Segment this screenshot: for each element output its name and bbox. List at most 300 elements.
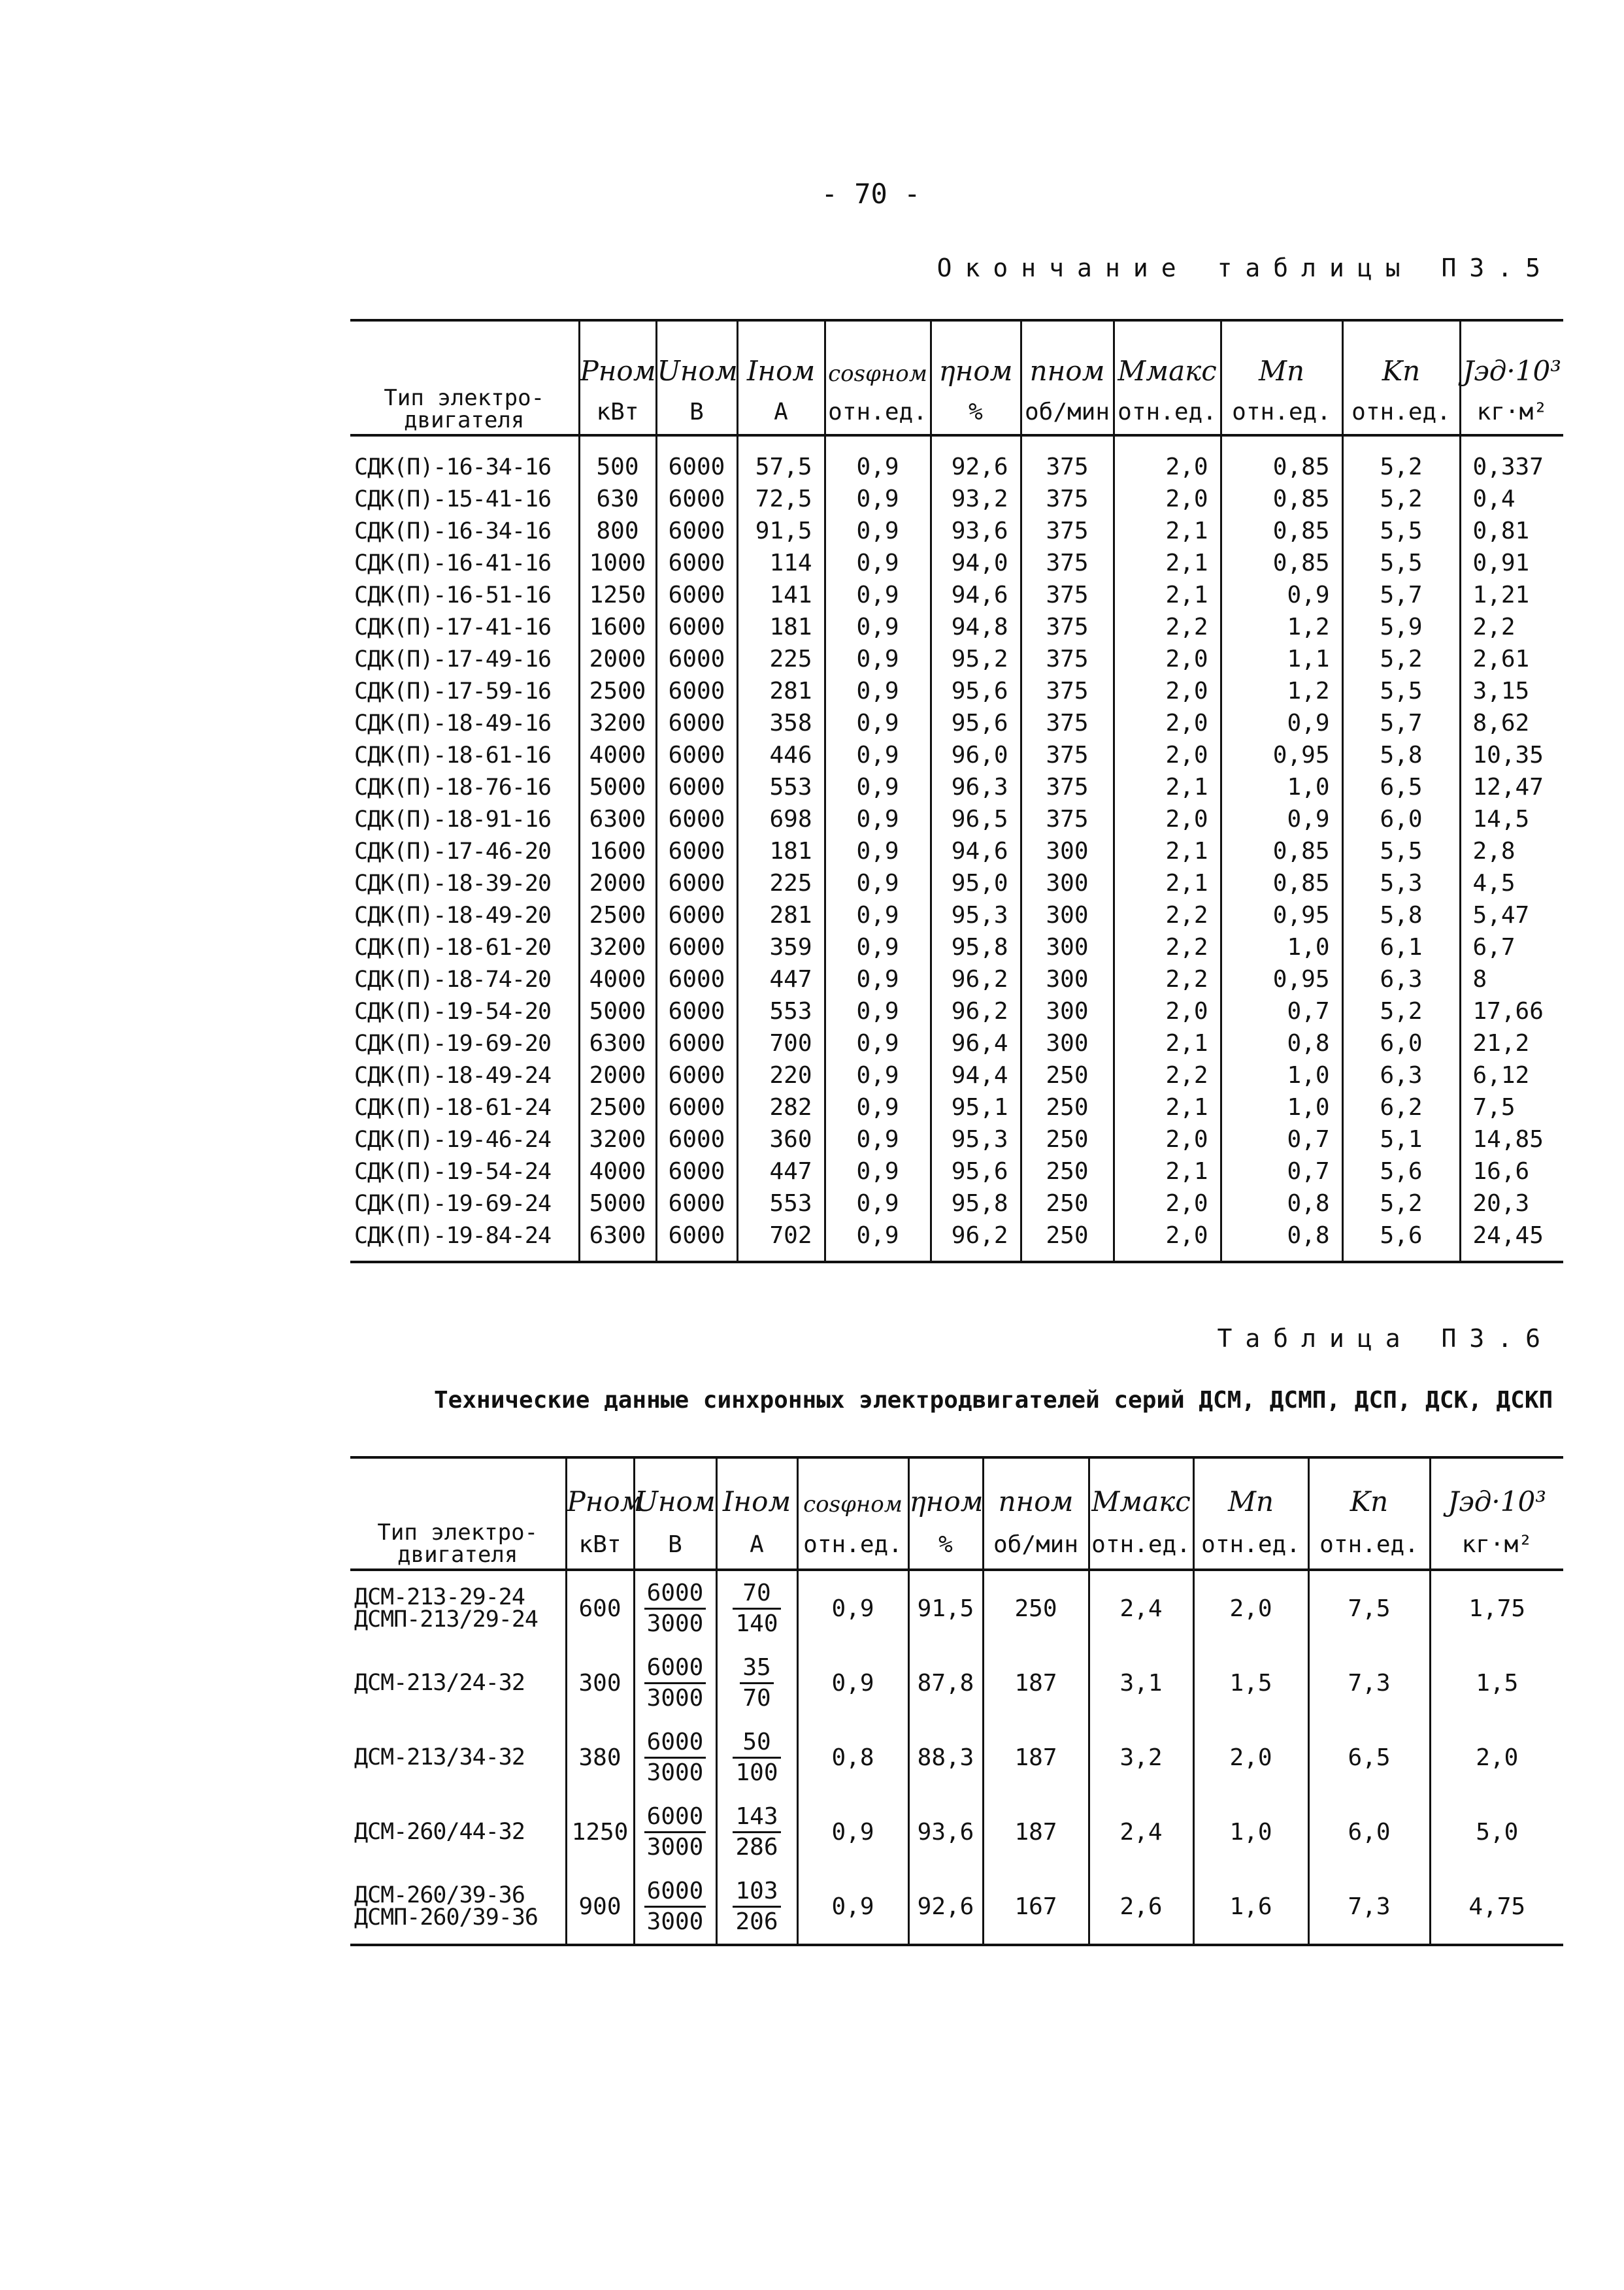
cell-mp: 1,5: [1193, 1646, 1308, 1720]
cell-eta: 96,0: [931, 739, 1021, 771]
cell-i: 281: [737, 675, 825, 707]
unit-u: В: [656, 390, 737, 435]
cell-cos: 0,9: [825, 803, 931, 835]
cell-p: 500: [579, 435, 656, 483]
cell-i: 553: [737, 771, 825, 803]
cell-cos: 0,9: [825, 1155, 931, 1187]
cell-mmax: 2,0: [1114, 1220, 1221, 1262]
header-i: Iном: [737, 320, 825, 390]
cell-u: 6000: [656, 515, 737, 547]
cell-p: 630: [579, 483, 656, 515]
t2-unit-u: В: [634, 1520, 716, 1570]
cell-u: [634, 1646, 716, 1720]
cell-mmax: 2,1: [1114, 1155, 1221, 1187]
cell-kp: 6,0: [1308, 1795, 1430, 1869]
cell-mmax: 2,1: [1114, 515, 1221, 547]
cell-p: 3200: [579, 1123, 656, 1155]
cell-i: 281: [737, 899, 825, 931]
cell-kp: 6,3: [1342, 1059, 1460, 1091]
cell-j: 14,85: [1460, 1123, 1563, 1155]
cell-i: 220: [737, 1059, 825, 1091]
t2-header-eta: ηном: [908, 1457, 983, 1520]
cell-kp: 5,2: [1342, 643, 1460, 675]
unit-n: об/мин: [1021, 390, 1114, 435]
table-row: [350, 547, 1563, 579]
table-row: [350, 1155, 1563, 1187]
cell-u: [634, 1570, 716, 1646]
cell-mp: 1,2: [1221, 675, 1342, 707]
cell-i: 225: [737, 643, 825, 675]
table-row: [350, 835, 1563, 867]
cell-u: 6000: [656, 707, 737, 739]
cell-eta: 87,8: [908, 1646, 983, 1720]
cell-type: СДК(П)-16-41-16: [354, 550, 552, 576]
cell-mp: 0,8: [1221, 1187, 1342, 1220]
cell-mmax: 3,1: [1089, 1646, 1193, 1720]
t2-header-mmax: Mмакс: [1089, 1457, 1193, 1520]
cell-mp: 1,0: [1221, 931, 1342, 963]
t2-header-mp: Mп: [1193, 1457, 1308, 1520]
cell-cos: 0,9: [825, 963, 931, 995]
cell-eta: 95,1: [931, 1091, 1021, 1123]
table-row: [350, 643, 1563, 675]
cell-eta: 96,4: [931, 1027, 1021, 1059]
table-row: [350, 1795, 1563, 1869]
cell-cos: 0,9: [825, 771, 931, 803]
cell-i: 181: [737, 835, 825, 867]
cell-mp: 0,85: [1221, 547, 1342, 579]
cell-mmax: 2,0: [1114, 995, 1221, 1027]
cell-eta: 96,3: [931, 771, 1021, 803]
cell-i: 447: [737, 963, 825, 995]
cell-j: 1,21: [1460, 579, 1563, 611]
cell-n: 250: [1021, 1059, 1114, 1091]
t2-unit-j: кг·м²: [1430, 1520, 1563, 1570]
unit-kp: отн.ед.: [1342, 390, 1460, 435]
cell-p: 1600: [579, 835, 656, 867]
cell-mp: 0,95: [1221, 739, 1342, 771]
cell-mp: 1,0: [1221, 771, 1342, 803]
cell-j: 10,35: [1460, 739, 1563, 771]
cell-mmax: 2,2: [1114, 611, 1221, 643]
cell-i: 181: [737, 611, 825, 643]
cell-mp: 0,85: [1221, 867, 1342, 899]
cell-type: [350, 1720, 566, 1795]
cell-type: СДК(П)-19-46-24: [354, 1126, 552, 1153]
cell-u: 6000: [656, 579, 737, 611]
cell-p: 5000: [579, 771, 656, 803]
cell-mmax: 2,0: [1114, 483, 1221, 515]
cell-kp: 5,1: [1342, 1123, 1460, 1155]
cell-i: 698: [737, 803, 825, 835]
cell-mp: 1,0: [1221, 1059, 1342, 1091]
cell-u: 6000: [656, 547, 737, 579]
cell-p: 1250: [566, 1795, 634, 1869]
cell-p: 1600: [579, 611, 656, 643]
cell-mmax: 2,1: [1114, 1091, 1221, 1123]
cell-cos: 0,9: [797, 1570, 908, 1646]
cell-i: 553: [737, 995, 825, 1027]
table-row: [350, 771, 1563, 803]
cell-i: 446: [737, 739, 825, 771]
cell-type: СДК(П)-16-51-16: [354, 582, 552, 608]
cell-i: 702: [737, 1220, 825, 1262]
cell-j: 5,47: [1460, 899, 1563, 931]
voltage-denominator: 3000: [646, 1908, 704, 1935]
cell-eta: 96,5: [931, 803, 1021, 835]
cell-p: 1250: [579, 579, 656, 611]
t2-header-type: Тип электро-двигателя: [350, 1457, 566, 1570]
t2-unit-mp: отн.ед.: [1193, 1520, 1308, 1570]
cell-eta: 95,6: [931, 675, 1021, 707]
cell-mmax: 2,0: [1114, 739, 1221, 771]
cell-p: 300: [566, 1646, 634, 1720]
voltage-numerator: 6000: [644, 1653, 706, 1684]
cell-n: 300: [1021, 931, 1114, 963]
t2-unit-mmax: отн.ед.: [1089, 1520, 1193, 1570]
cell-n: 187: [983, 1795, 1089, 1869]
type-line-2: ДСМП-260/39-36: [354, 1904, 539, 1931]
current-fraction: [740, 1653, 773, 1713]
cell-n: 375: [1021, 547, 1114, 579]
header-u: Uном: [656, 320, 737, 390]
unit-eta: %: [931, 390, 1021, 435]
table-row: [350, 1187, 1563, 1220]
header-j: Jэд·10³: [1460, 320, 1563, 390]
cell-cos: 0,9: [797, 1646, 908, 1720]
cell-u: 6000: [656, 771, 737, 803]
cell-mmax: 2,2: [1114, 1059, 1221, 1091]
cell-eta: 94,4: [931, 1059, 1021, 1091]
cell-mp: 0,9: [1221, 707, 1342, 739]
cell-eta: 94,8: [931, 611, 1021, 643]
type-line-1: ДСМ-213/34-32: [354, 1744, 525, 1770]
cell-n: 375: [1021, 739, 1114, 771]
cell-u: [634, 1795, 716, 1869]
cell-n: 375: [1021, 483, 1114, 515]
cell-n: 375: [1021, 803, 1114, 835]
cell-eta: 91,5: [908, 1570, 983, 1646]
cell-kp: 5,9: [1342, 611, 1460, 643]
current-fraction: [733, 1728, 780, 1787]
cell-n: 187: [983, 1646, 1089, 1720]
cell-j: 6,7: [1460, 931, 1563, 963]
cell-eta: 93,6: [931, 515, 1021, 547]
cell-type: СДК(П)-16-34-16: [354, 518, 552, 544]
table-row: [350, 1720, 1563, 1795]
cell-u: 6000: [656, 835, 737, 867]
cell-j: 2,61: [1460, 643, 1563, 675]
table-row: [350, 1646, 1563, 1720]
cell-mmax: 2,2: [1114, 899, 1221, 931]
t2-header-u: Uном: [634, 1457, 716, 1520]
cell-p: 380: [566, 1720, 634, 1795]
cell-u: 6000: [656, 483, 737, 515]
cell-eta: 88,3: [908, 1720, 983, 1795]
cell-u: 6000: [656, 739, 737, 771]
unit-j: кг·м²: [1460, 390, 1563, 435]
cell-kp: 5,3: [1342, 867, 1460, 899]
cell-kp: 5,5: [1342, 515, 1460, 547]
header-type: Тип электро-двигателя: [350, 320, 579, 435]
cell-j: 0,337: [1460, 435, 1563, 483]
cell-n: 250: [983, 1570, 1089, 1646]
cell-mmax: 2,1: [1114, 771, 1221, 803]
cell-mmax: 2,1: [1114, 579, 1221, 611]
cell-u: 6000: [656, 1123, 737, 1155]
cell-kp: 7,3: [1308, 1869, 1430, 1945]
cell-p: 900: [566, 1869, 634, 1945]
cell-n: 250: [1021, 1123, 1114, 1155]
cell-kp: 5,8: [1342, 899, 1460, 931]
cell-eta: 94,6: [931, 579, 1021, 611]
cell-j: 24,45: [1460, 1220, 1563, 1262]
cell-n: 375: [1021, 515, 1114, 547]
cell-cos: 0,9: [825, 547, 931, 579]
cell-type: СДК(П)-18-49-16: [354, 710, 552, 737]
table-row: [350, 1123, 1563, 1155]
table1-caption: Окончание таблицы П3.5: [936, 254, 1553, 282]
cell-eta: 92,6: [908, 1869, 983, 1945]
cell-eta: 95,8: [931, 1187, 1021, 1220]
header-p: Pном: [579, 320, 656, 390]
cell-cos: 0,9: [825, 643, 931, 675]
cell-p: 800: [579, 515, 656, 547]
cell-cos: 0,9: [825, 931, 931, 963]
table2: [350, 1456, 1563, 1946]
cell-u: 6000: [656, 1059, 737, 1091]
cell-type: СДК(П)-19-69-24: [354, 1190, 552, 1217]
cell-n: 300: [1021, 995, 1114, 1027]
table2-subtitle: Технические данные синхронных электродвигателей серий ДСМ, ДСМП, ДСП, ДСК, ДСКП: [434, 1387, 1553, 1414]
cell-i: 700: [737, 1027, 825, 1059]
cell-mp: 0,85: [1221, 435, 1342, 483]
table-row: [350, 515, 1563, 547]
unit-mp: отн.ед.: [1221, 390, 1342, 435]
cell-cos: 0,9: [825, 899, 931, 931]
cell-j: 0,91: [1460, 547, 1563, 579]
cell-j: 17,66: [1460, 995, 1563, 1027]
header-cos: cosφном: [825, 320, 931, 390]
cell-j: 8: [1460, 963, 1563, 995]
unit-i: А: [737, 390, 825, 435]
cell-n: 300: [1021, 899, 1114, 931]
table-row: [350, 1059, 1563, 1091]
voltage-denominator: 3000: [646, 1610, 704, 1637]
cell-p: 2000: [579, 643, 656, 675]
cell-mmax: 2,2: [1114, 963, 1221, 995]
table-row: [350, 995, 1563, 1027]
cell-u: 6000: [656, 643, 737, 675]
cell-kp: 5,7: [1342, 707, 1460, 739]
cell-eta: 95,3: [931, 1123, 1021, 1155]
header-kp: Kп: [1342, 320, 1460, 390]
cell-mmax: 2,1: [1114, 867, 1221, 899]
type-line-1: ДСМ-213-29-24: [354, 1584, 525, 1610]
voltage-numerator: 6000: [644, 1579, 706, 1610]
cell-i: 72,5: [737, 483, 825, 515]
cell-type: СДК(П)-19-54-20: [354, 998, 552, 1025]
cell-eta: 96,2: [931, 1220, 1021, 1262]
cell-kp: 5,2: [1342, 483, 1460, 515]
cell-j: 7,5: [1460, 1091, 1563, 1123]
cell-j: 4,5: [1460, 867, 1563, 899]
cell-i: 358: [737, 707, 825, 739]
table-row: [350, 1570, 1563, 1646]
t2-header-j: Jэд·10³: [1430, 1457, 1563, 1520]
cell-cos: 0,9: [825, 1027, 931, 1059]
cell-type: СДК(П)-18-74-20: [354, 966, 552, 993]
voltage-fraction: [644, 1877, 706, 1936]
cell-mp: 1,2: [1221, 611, 1342, 643]
cell-mp: 0,7: [1221, 1123, 1342, 1155]
cell-kp: 5,2: [1342, 995, 1460, 1027]
cell-type: СДК(П)-15-41-16: [354, 486, 552, 512]
cell-kp: 5,5: [1342, 547, 1460, 579]
current-fraction: [733, 1802, 780, 1862]
cell-type: СДК(П)-18-61-16: [354, 742, 552, 769]
cell-type: СДК(П)-17-49-16: [354, 646, 552, 672]
cell-n: 375: [1021, 579, 1114, 611]
current-numerator: 35: [740, 1653, 773, 1684]
cell-j: 20,3: [1460, 1187, 1563, 1220]
cell-n: 375: [1021, 611, 1114, 643]
table-row: [350, 435, 1563, 483]
cell-mmax: 2,1: [1114, 835, 1221, 867]
cell-cos: 0,9: [825, 483, 931, 515]
cell-n: 375: [1021, 435, 1114, 483]
table-row: [350, 579, 1563, 611]
cell-mmax: 3,2: [1089, 1720, 1193, 1795]
table-row: [350, 931, 1563, 963]
cell-n: 375: [1021, 643, 1114, 675]
cell-eta: 95,0: [931, 867, 1021, 899]
cell-type: СДК(П)-18-39-20: [354, 870, 552, 897]
cell-cos: 0,9: [825, 611, 931, 643]
cell-j: 21,2: [1460, 1027, 1563, 1059]
cell-mmax: 2,0: [1114, 435, 1221, 483]
cell-i: [716, 1720, 797, 1795]
t2-header-i: Iном: [716, 1457, 797, 1520]
cell-mp: 0,7: [1221, 995, 1342, 1027]
cell-mmax: 2,0: [1114, 675, 1221, 707]
cell-cos: 0,9: [797, 1795, 908, 1869]
t2-header-p: Pном: [566, 1457, 634, 1520]
voltage-fraction: [644, 1802, 706, 1862]
cell-i: 114: [737, 547, 825, 579]
t2-header-n: nном: [983, 1457, 1089, 1520]
voltage-numerator: 6000: [644, 1877, 706, 1908]
cell-n: 300: [1021, 835, 1114, 867]
voltage-denominator: 3000: [646, 1684, 704, 1712]
cell-j: 4,75: [1430, 1869, 1563, 1945]
cell-kp: 5,2: [1342, 435, 1460, 483]
cell-i: 359: [737, 931, 825, 963]
cell-j: 2,8: [1460, 835, 1563, 867]
cell-eta: 96,2: [931, 963, 1021, 995]
cell-j: 16,6: [1460, 1155, 1563, 1187]
table1: [350, 319, 1563, 1263]
cell-u: 6000: [656, 803, 737, 835]
cell-kp: 5,5: [1342, 835, 1460, 867]
cell-u: 6000: [656, 867, 737, 899]
cell-j: 14,5: [1460, 803, 1563, 835]
cell-p: 4000: [579, 1155, 656, 1187]
voltage-denominator: 3000: [646, 1759, 704, 1786]
type-line-2: ДСМП-213/29-24: [354, 1606, 539, 1633]
cell-type: СДК(П)-18-49-24: [354, 1062, 552, 1089]
cell-n: 250: [1021, 1220, 1114, 1262]
cell-u: 6000: [656, 675, 737, 707]
table-row: [350, 483, 1563, 515]
cell-type: СДК(П)-19-69-20: [354, 1030, 552, 1057]
table-row: [350, 611, 1563, 643]
cell-j: 8,62: [1460, 707, 1563, 739]
cell-u: [634, 1869, 716, 1945]
cell-kp: 5,8: [1342, 739, 1460, 771]
current-denominator: 206: [735, 1908, 778, 1935]
cell-j: 1,5: [1430, 1646, 1563, 1720]
cell-p: 6300: [579, 1027, 656, 1059]
cell-mmax: 2,0: [1114, 1123, 1221, 1155]
cell-u: 6000: [656, 1091, 737, 1123]
cell-mp: 2,0: [1193, 1720, 1308, 1795]
current-fraction: [733, 1579, 780, 1638]
t2-unit-n: об/мин: [983, 1520, 1089, 1570]
page-number: - 70 -: [821, 178, 921, 210]
cell-n: 250: [1021, 1187, 1114, 1220]
cell-u: 6000: [656, 899, 737, 931]
cell-i: 553: [737, 1187, 825, 1220]
cell-mp: 2,0: [1193, 1570, 1308, 1646]
cell-eta: 95,2: [931, 643, 1021, 675]
current-denominator: 140: [735, 1610, 778, 1637]
cell-j: 6,12: [1460, 1059, 1563, 1091]
t2-header-cos: cosφном: [797, 1457, 908, 1520]
unit-mmax: отн.ед.: [1114, 390, 1221, 435]
table-row: [350, 803, 1563, 835]
cell-i: [716, 1869, 797, 1945]
cell-mmax: 2,4: [1089, 1570, 1193, 1646]
header-mp: Mп: [1221, 320, 1342, 390]
cell-kp: 6,3: [1342, 963, 1460, 995]
cell-cos: 0,8: [797, 1720, 908, 1795]
cell-kp: 6,5: [1342, 771, 1460, 803]
cell-eta: 94,6: [931, 835, 1021, 867]
voltage-numerator: 6000: [644, 1728, 706, 1759]
cell-mp: 0,85: [1221, 835, 1342, 867]
cell-type: СДК(П)-16-34-16: [354, 454, 552, 480]
cell-cos: 0,9: [825, 675, 931, 707]
header-n: nном: [1021, 320, 1114, 390]
cell-eta: 95,8: [931, 931, 1021, 963]
cell-j: 0,4: [1460, 483, 1563, 515]
cell-type: СДК(П)-18-76-16: [354, 774, 552, 801]
voltage-fraction: [644, 1653, 706, 1713]
cell-mp: 1,1: [1221, 643, 1342, 675]
cell-cos: 0,9: [825, 835, 931, 867]
cell-type: [350, 1570, 566, 1646]
cell-eta: 96,2: [931, 995, 1021, 1027]
cell-type: [350, 1646, 566, 1720]
cell-mmax: 2,6: [1089, 1869, 1193, 1945]
cell-cos: 0,9: [825, 1059, 931, 1091]
cell-cos: 0,9: [797, 1869, 908, 1945]
cell-p: 2000: [579, 867, 656, 899]
cell-u: 6000: [656, 995, 737, 1027]
cell-mp: 0,85: [1221, 515, 1342, 547]
current-numerator: 70: [733, 1579, 780, 1610]
